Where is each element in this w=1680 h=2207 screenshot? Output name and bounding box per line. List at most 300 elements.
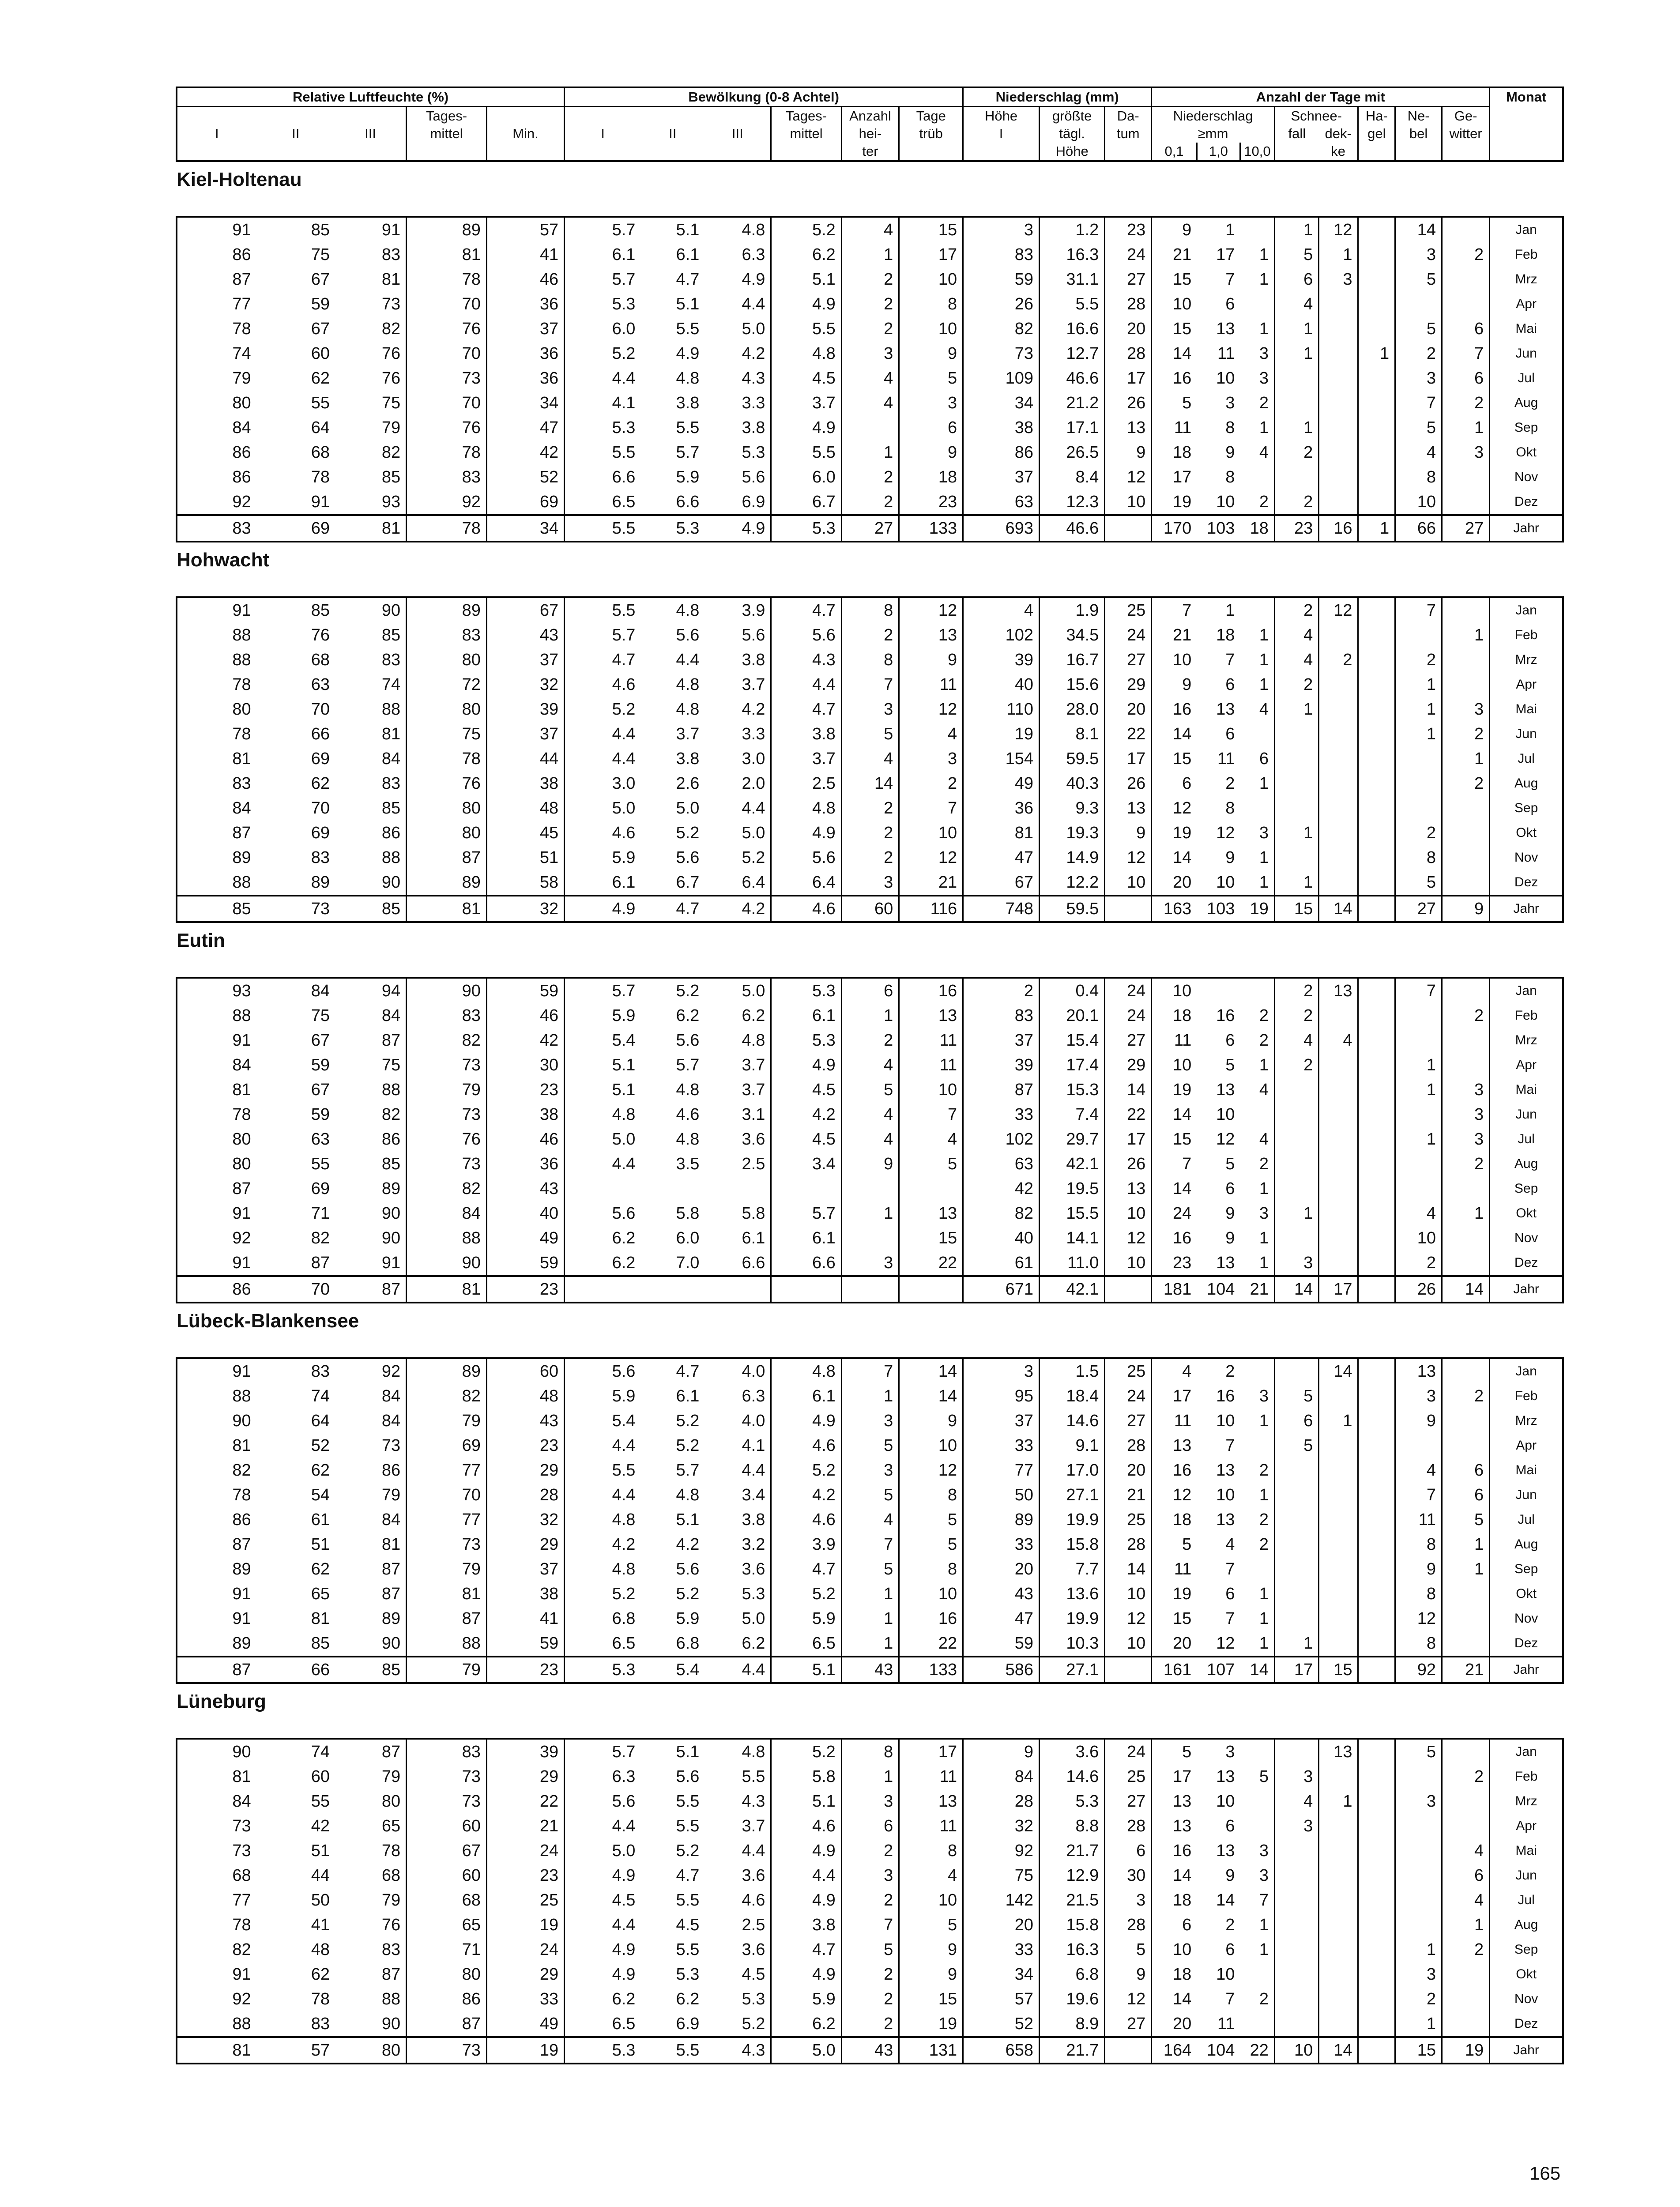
table-cell: 13 bbox=[1216, 1510, 1235, 1529]
table-cell: 13.6 bbox=[1040, 1582, 1105, 1606]
table-cell: 7 bbox=[1225, 1609, 1235, 1628]
table-cell: 36 bbox=[486, 1152, 564, 1176]
table-cell: 18 bbox=[899, 465, 963, 490]
table-cell: 21 bbox=[1173, 245, 1192, 264]
table-cell: 27 bbox=[1105, 648, 1152, 672]
table-cell: 13 bbox=[1319, 978, 1358, 1003]
table-cell: 2 bbox=[1442, 242, 1490, 267]
table-cell: 1 bbox=[1240, 648, 1274, 672]
table-cell: 80 bbox=[407, 648, 487, 672]
table-cell: 25 bbox=[1105, 1764, 1152, 1789]
table-cell: 79 bbox=[335, 1888, 407, 1913]
table-cell: 20 bbox=[1105, 697, 1152, 722]
table-cell: 4 bbox=[1274, 623, 1318, 648]
table-cell bbox=[1358, 1483, 1395, 1507]
table-cell bbox=[1274, 1913, 1318, 1937]
table-cell: 11.0 bbox=[1040, 1250, 1105, 1276]
table-cell: 12 bbox=[899, 1458, 963, 1483]
table-cell: 90 bbox=[407, 978, 487, 1003]
table-cell: 76 bbox=[335, 341, 407, 366]
table-cell: 10 bbox=[1216, 1965, 1235, 1984]
table-cell: 94 bbox=[335, 978, 407, 1003]
table-cell: 19 bbox=[486, 1913, 564, 1937]
table-cell: 4 bbox=[841, 366, 899, 391]
table-cell: 586 bbox=[963, 1657, 1040, 1683]
table-cell: 83 bbox=[335, 771, 407, 796]
table-cell: 3 bbox=[1442, 1102, 1490, 1127]
table-cell: 15 bbox=[899, 1987, 963, 2011]
table-cell: 22 bbox=[899, 1250, 963, 1276]
table-cell: 25 bbox=[486, 1888, 564, 1913]
table-cell: 10 bbox=[1173, 1056, 1192, 1074]
table-cell: 10 bbox=[1173, 295, 1192, 313]
table-cell: 36 bbox=[486, 292, 564, 316]
table-cell bbox=[1442, 1176, 1490, 1201]
table-cell: 29 bbox=[486, 1458, 564, 1483]
table-cell bbox=[1274, 1557, 1318, 1582]
table-row bbox=[177, 1384, 1563, 1409]
table-cell bbox=[1395, 1176, 1442, 1201]
table-row bbox=[177, 1987, 1563, 2011]
station-table bbox=[176, 216, 1564, 542]
table-cell bbox=[1319, 1127, 1358, 1152]
table-cell: 3 bbox=[1395, 1789, 1442, 1814]
table-cell: 21 bbox=[1442, 1657, 1490, 1683]
table-row bbox=[177, 746, 1563, 771]
table-cell: 78 bbox=[311, 468, 330, 486]
table-cell: 63 bbox=[311, 675, 330, 694]
table-cell: 3.6 bbox=[704, 1127, 771, 1152]
table-cell: 3.8 bbox=[771, 722, 841, 746]
table-cell: 19.6 bbox=[1040, 1987, 1105, 2011]
page-number: 165 bbox=[1529, 2163, 1561, 2184]
table-cell: 84 bbox=[335, 1507, 407, 1532]
table-cell: 87 bbox=[177, 1657, 256, 1683]
table-cell: 12 bbox=[1105, 1606, 1152, 1631]
table-cell: 5.3 bbox=[704, 1987, 771, 2011]
table-cell: 1 bbox=[1442, 746, 1490, 771]
table-cell bbox=[1274, 1226, 1318, 1250]
table-cell: 83 bbox=[407, 623, 487, 648]
table-cell: 2.5 bbox=[704, 1913, 771, 1937]
table-cell: 17 bbox=[1173, 1767, 1192, 1786]
table-cell: 4.4 bbox=[704, 292, 771, 316]
table-cell: 2 bbox=[841, 1962, 899, 1987]
table-row bbox=[177, 1863, 1563, 1888]
table-cell: 19 bbox=[1442, 2037, 1490, 2064]
table-cell: 4.8 bbox=[612, 1105, 636, 1124]
table-cell: 44 bbox=[311, 1866, 330, 1885]
table-cell: 87 bbox=[335, 1276, 407, 1303]
station-name: Eutin bbox=[177, 930, 225, 951]
table-cell: 5.0 bbox=[704, 978, 771, 1003]
table-cell: 4 bbox=[1274, 648, 1318, 672]
table-cell: 7 bbox=[841, 1532, 899, 1557]
table-cell: 34 bbox=[963, 391, 1040, 415]
table-cell: 5 bbox=[1395, 415, 1442, 440]
table-cell: 92 bbox=[407, 490, 487, 515]
table-cell: 1 bbox=[1395, 697, 1442, 722]
table-cell: 1 bbox=[1274, 316, 1318, 341]
table-cell: 10 bbox=[1216, 1486, 1235, 1504]
table-cell: 6.5 bbox=[612, 2015, 636, 2033]
table-cell: 5.4 bbox=[612, 1412, 636, 1430]
table-cell: 73 bbox=[407, 2037, 487, 2064]
table-cell bbox=[1319, 1937, 1358, 1962]
table-cell: 70 bbox=[407, 341, 487, 366]
table-cell: 40 bbox=[963, 672, 1040, 697]
hdr-heiter-2: ter bbox=[841, 143, 899, 161]
table-cell: 84 bbox=[311, 982, 330, 1000]
table-cell: 23 bbox=[486, 1433, 564, 1458]
table-cell: 52 bbox=[963, 2011, 1040, 2037]
table-cell: 8 bbox=[1395, 1631, 1442, 1657]
table-cell bbox=[1319, 415, 1358, 440]
month-cell: Mrz bbox=[1515, 272, 1537, 286]
table-cell: 6 bbox=[841, 978, 899, 1003]
table-cell: 13 bbox=[1216, 700, 1235, 719]
table-cell: 26 bbox=[1105, 391, 1152, 415]
table-cell: 16.6 bbox=[1040, 316, 1105, 341]
table-cell: 3.7 bbox=[704, 1053, 771, 1077]
table-cell bbox=[1319, 1483, 1358, 1507]
table-cell bbox=[1358, 1152, 1395, 1176]
table-row bbox=[177, 242, 1563, 267]
table-cell: 4 bbox=[1240, 440, 1274, 465]
table-cell: 658 bbox=[963, 2037, 1040, 2064]
table-cell: 8.4 bbox=[1040, 465, 1105, 490]
table-cell: 5.6 bbox=[676, 1031, 700, 1050]
table-cell: 89 bbox=[311, 873, 330, 892]
table-cell: 77 bbox=[232, 295, 251, 313]
table-cell: 67 bbox=[407, 1838, 487, 1863]
table-cell bbox=[1274, 465, 1318, 490]
table-cell: 19 bbox=[1173, 1081, 1192, 1099]
table-cell: 12 bbox=[1105, 465, 1152, 490]
table-cell bbox=[1442, 1433, 1490, 1458]
table-cell bbox=[1358, 1053, 1395, 1077]
table-cell: 3.9 bbox=[704, 597, 771, 623]
table-cell: 14 bbox=[1173, 1179, 1192, 1198]
table-cell bbox=[1358, 648, 1395, 672]
table-cell bbox=[1358, 1606, 1395, 1631]
table-cell: 5 bbox=[1395, 267, 1442, 292]
table-cell: 1 bbox=[1225, 221, 1235, 239]
table-cell: 89 bbox=[232, 1560, 251, 1578]
table-cell: 102 bbox=[963, 1127, 1040, 1152]
table-cell: 81 bbox=[232, 1767, 251, 1786]
table-cell: 71 bbox=[407, 1937, 487, 1962]
table-cell: 80 bbox=[232, 700, 251, 719]
table-cell bbox=[1319, 1888, 1358, 1913]
table-cell: 77 bbox=[407, 1458, 487, 1483]
table-cell bbox=[1319, 1201, 1358, 1226]
table-cell: 15.8 bbox=[1040, 1913, 1105, 1937]
table-cell: 87 bbox=[335, 1557, 407, 1582]
table-cell bbox=[1240, 1739, 1274, 1764]
table-cell: 4.6 bbox=[612, 824, 636, 842]
table-cell: 5 bbox=[1182, 1535, 1192, 1554]
table-cell: 24 bbox=[1105, 242, 1152, 267]
table-cell: 109 bbox=[963, 366, 1040, 391]
table-cell: 21 bbox=[1240, 1276, 1274, 1303]
table-cell: 5.5 bbox=[771, 440, 841, 465]
table-cell: 88 bbox=[407, 1226, 487, 1250]
month-cell: Nov bbox=[1514, 470, 1538, 484]
table-cell: 6.1 bbox=[676, 1387, 700, 1405]
table-cell: 42 bbox=[486, 1028, 564, 1053]
table-cell: 21.5 bbox=[1040, 1888, 1105, 1913]
month-cell: Mai bbox=[1515, 1463, 1537, 1477]
table-cell: 90 bbox=[407, 1250, 487, 1276]
table-cell: 62 bbox=[311, 1461, 330, 1480]
table-cell bbox=[1442, 465, 1490, 490]
table-cell: 6 bbox=[1105, 1838, 1152, 1863]
table-cell: 8.8 bbox=[1040, 1814, 1105, 1838]
table-cell: 2 bbox=[1274, 672, 1318, 697]
table-cell: 4.4 bbox=[704, 1838, 771, 1863]
table-cell: 52 bbox=[486, 465, 564, 490]
table-cell: 17.1 bbox=[1040, 415, 1105, 440]
table-cell bbox=[1442, 845, 1490, 870]
table-cell: 86 bbox=[963, 440, 1040, 465]
table-cell: 6.2 bbox=[704, 1631, 771, 1657]
month-cell: Feb bbox=[1514, 1389, 1538, 1403]
table-cell: 2 bbox=[1240, 1507, 1274, 1532]
table-cell: 5 bbox=[1274, 1433, 1318, 1458]
table-cell: 2 bbox=[841, 1987, 899, 2011]
annual-total-row bbox=[177, 1276, 1563, 1303]
table-cell: 32 bbox=[963, 1814, 1040, 1838]
table-cell: 59 bbox=[963, 1631, 1040, 1657]
month-cell: Mrz bbox=[1515, 1413, 1537, 1428]
month-cell: Mai bbox=[1515, 321, 1537, 336]
table-cell bbox=[1358, 1028, 1395, 1053]
table-cell: 11 bbox=[1217, 749, 1235, 768]
table-row bbox=[177, 623, 1563, 648]
table-cell: 93 bbox=[335, 490, 407, 515]
table-cell: 4.7 bbox=[771, 1557, 841, 1582]
table-cell: 13 bbox=[1216, 320, 1235, 338]
table-cell: 82 bbox=[335, 1102, 407, 1127]
table-cell: 4.3 bbox=[704, 1789, 771, 1814]
table-cell: 4.6 bbox=[676, 1105, 700, 1124]
table-cell: 48 bbox=[486, 1384, 564, 1409]
table-cell bbox=[1358, 1507, 1395, 1532]
table-cell: 3.6 bbox=[704, 1557, 771, 1582]
table-row bbox=[177, 1532, 1563, 1557]
table-cell: 68 bbox=[232, 1866, 251, 1885]
table-cell: 4.9 bbox=[704, 267, 771, 292]
table-cell: 9 bbox=[899, 1937, 963, 1962]
table-cell: 4.9 bbox=[771, 1962, 841, 1987]
table-cell: 5.1 bbox=[612, 1081, 636, 1099]
month-cell: Aug bbox=[1514, 1917, 1538, 1932]
table-cell bbox=[1240, 1789, 1274, 1814]
table-cell: 15 bbox=[1173, 270, 1192, 289]
month-cell: Nov bbox=[1514, 1992, 1538, 2006]
table-cell: 3.5 bbox=[676, 1155, 700, 1173]
table-cell: 6.1 bbox=[676, 245, 700, 264]
table-cell: 7 bbox=[841, 1358, 899, 1384]
table-cell: 2.5 bbox=[771, 771, 841, 796]
table-cell: 4.4 bbox=[704, 1458, 771, 1483]
table-cell: 26 bbox=[1105, 1152, 1152, 1176]
table-cell: 49 bbox=[963, 771, 1040, 796]
table-cell: 10 bbox=[1105, 1582, 1152, 1606]
table-cell bbox=[1395, 1433, 1442, 1458]
table-cell: 5 bbox=[1274, 242, 1318, 267]
table-cell: 37 bbox=[963, 465, 1040, 490]
table-cell: 6.2 bbox=[676, 1990, 700, 2008]
table-cell bbox=[1274, 1458, 1318, 1483]
table-cell: 6.5 bbox=[612, 493, 636, 511]
table-cell: 5.6 bbox=[612, 1362, 636, 1381]
table-cell: 5.6 bbox=[612, 1792, 636, 1811]
table-cell: 13 bbox=[1173, 1436, 1192, 1455]
month-cell: Dez bbox=[1514, 494, 1538, 509]
table-cell: 74 bbox=[232, 344, 251, 363]
table-cell: 64 bbox=[311, 1412, 330, 1430]
month-cell: Okt bbox=[1516, 1586, 1537, 1601]
month-cell: Jahr bbox=[1490, 2037, 1563, 2064]
table-cell: 5.6 bbox=[704, 465, 771, 490]
table-cell: 40 bbox=[486, 1201, 564, 1226]
table-row bbox=[177, 1814, 1563, 1838]
table-cell bbox=[1274, 1102, 1318, 1127]
table-cell: 3.8 bbox=[771, 1913, 841, 1937]
hdr-fall: fall bbox=[1288, 126, 1306, 141]
table-cell: 67 bbox=[311, 1031, 330, 1050]
table-cell: 88 bbox=[335, 697, 407, 722]
table-cell: 4.4 bbox=[612, 1817, 636, 1835]
table-cell: 43 bbox=[841, 2037, 899, 2064]
table-cell: 4.2 bbox=[771, 1483, 841, 1507]
hdr-tagesmittel-1: Tages- bbox=[407, 107, 487, 125]
table-cell: 20 bbox=[1173, 873, 1192, 892]
table-cell bbox=[1319, 1606, 1358, 1631]
table-cell: 60 bbox=[486, 1358, 564, 1384]
table-cell: 16 bbox=[899, 1606, 963, 1631]
table-cell: 4.8 bbox=[704, 1739, 771, 1764]
table-cell bbox=[1319, 771, 1358, 796]
table-cell: 4.8 bbox=[676, 1081, 700, 1099]
table-cell: 4.6 bbox=[771, 1814, 841, 1838]
table-cell: 84 bbox=[407, 1201, 487, 1226]
table-row bbox=[177, 821, 1563, 845]
table-cell: 18 bbox=[1173, 1965, 1192, 1984]
table-cell: 6 bbox=[1442, 1458, 1490, 1483]
table-cell: 5 bbox=[841, 1557, 899, 1582]
table-cell: 79 bbox=[335, 415, 407, 440]
table-cell: 23 bbox=[486, 1863, 564, 1888]
table-cell: 1 bbox=[841, 1606, 899, 1631]
month-cell: Sep bbox=[1514, 420, 1538, 435]
table-cell: 28 bbox=[1105, 1532, 1152, 1557]
table-cell: 16.3 bbox=[1040, 1937, 1105, 1962]
table-cell: 4.7 bbox=[640, 896, 704, 922]
table-cell: 62 bbox=[311, 369, 330, 388]
table-cell: 37 bbox=[486, 1557, 564, 1582]
table-cell: 74 bbox=[311, 1387, 330, 1405]
table-cell: 4.8 bbox=[676, 675, 700, 694]
hdr-dek: dek- bbox=[1319, 125, 1358, 143]
table-cell: 10 bbox=[899, 1077, 963, 1102]
table-cell: 80 bbox=[232, 1130, 251, 1149]
table-cell: 6 bbox=[1225, 1940, 1235, 1959]
table-cell: 70 bbox=[407, 292, 487, 316]
table-cell: 3.8 bbox=[704, 415, 771, 440]
month-cell: Mai bbox=[1515, 702, 1537, 716]
table-cell: 3 bbox=[841, 870, 899, 896]
table-cell: 5.6 bbox=[771, 623, 841, 648]
table-cell: 12 bbox=[1216, 1634, 1235, 1653]
table-cell: 15 bbox=[1173, 749, 1192, 768]
table-cell: 83 bbox=[963, 1003, 1040, 1028]
table-cell: 1 bbox=[1395, 1127, 1442, 1152]
hdr-gel: gel bbox=[1358, 125, 1395, 143]
table-cell: 27.1 bbox=[1040, 1483, 1105, 1507]
table-cell bbox=[841, 415, 899, 440]
table-cell: 21 bbox=[899, 870, 963, 896]
table-cell: 41 bbox=[311, 1916, 330, 1934]
table-cell: 75 bbox=[311, 1006, 330, 1025]
table-cell: 4.5 bbox=[771, 1127, 841, 1152]
table-cell: 79 bbox=[407, 1077, 487, 1102]
table-cell: 54 bbox=[311, 1486, 330, 1504]
month-cell: Jun bbox=[1515, 1107, 1537, 1122]
table-cell bbox=[1358, 1358, 1395, 1384]
table-cell: 22 bbox=[1105, 722, 1152, 746]
table-row bbox=[177, 1739, 1563, 1764]
table-cell: 81 bbox=[232, 1081, 251, 1099]
table-row bbox=[177, 1201, 1563, 1226]
month-cell: Feb bbox=[1514, 628, 1538, 642]
month-cell: Okt bbox=[1516, 825, 1537, 840]
table-cell: 12.2 bbox=[1040, 870, 1105, 896]
table-cell: 5 bbox=[841, 1937, 899, 1962]
table-cell: 92 bbox=[232, 493, 251, 511]
table-cell bbox=[1319, 292, 1358, 316]
table-cell: 5.1 bbox=[771, 267, 841, 292]
table-cell: 6.8 bbox=[1040, 1962, 1105, 1987]
table-cell bbox=[1274, 796, 1318, 821]
table-cell: 14 bbox=[1240, 1657, 1274, 1683]
table-cell: 5.7 bbox=[676, 443, 700, 462]
table-cell: 82 bbox=[963, 316, 1040, 341]
table-cell: 83 bbox=[407, 1003, 487, 1028]
table-cell: 6.3 bbox=[704, 242, 771, 267]
table-cell: 1 bbox=[1240, 1913, 1274, 1937]
table-cell: 6 bbox=[1225, 1817, 1235, 1835]
table-cell: 23 bbox=[899, 490, 963, 515]
table-cell: 10 bbox=[1105, 1250, 1152, 1276]
table-cell: 4.8 bbox=[676, 700, 700, 719]
table-cell: 17 bbox=[1173, 1387, 1192, 1405]
month-cell: Dez bbox=[1514, 1636, 1538, 1650]
table-cell bbox=[1395, 1814, 1442, 1838]
table-cell: 2.6 bbox=[676, 774, 700, 793]
table-cell bbox=[1197, 978, 1240, 1003]
table-cell: 65 bbox=[335, 1814, 407, 1838]
table-row bbox=[177, 672, 1563, 697]
table-cell bbox=[1358, 1003, 1395, 1028]
table-cell: 15 bbox=[899, 1226, 963, 1250]
table-cell: 51 bbox=[486, 845, 564, 870]
table-cell bbox=[1240, 978, 1274, 1003]
table-cell: 1 bbox=[1240, 267, 1274, 292]
table-cell: 77 bbox=[963, 1458, 1040, 1483]
